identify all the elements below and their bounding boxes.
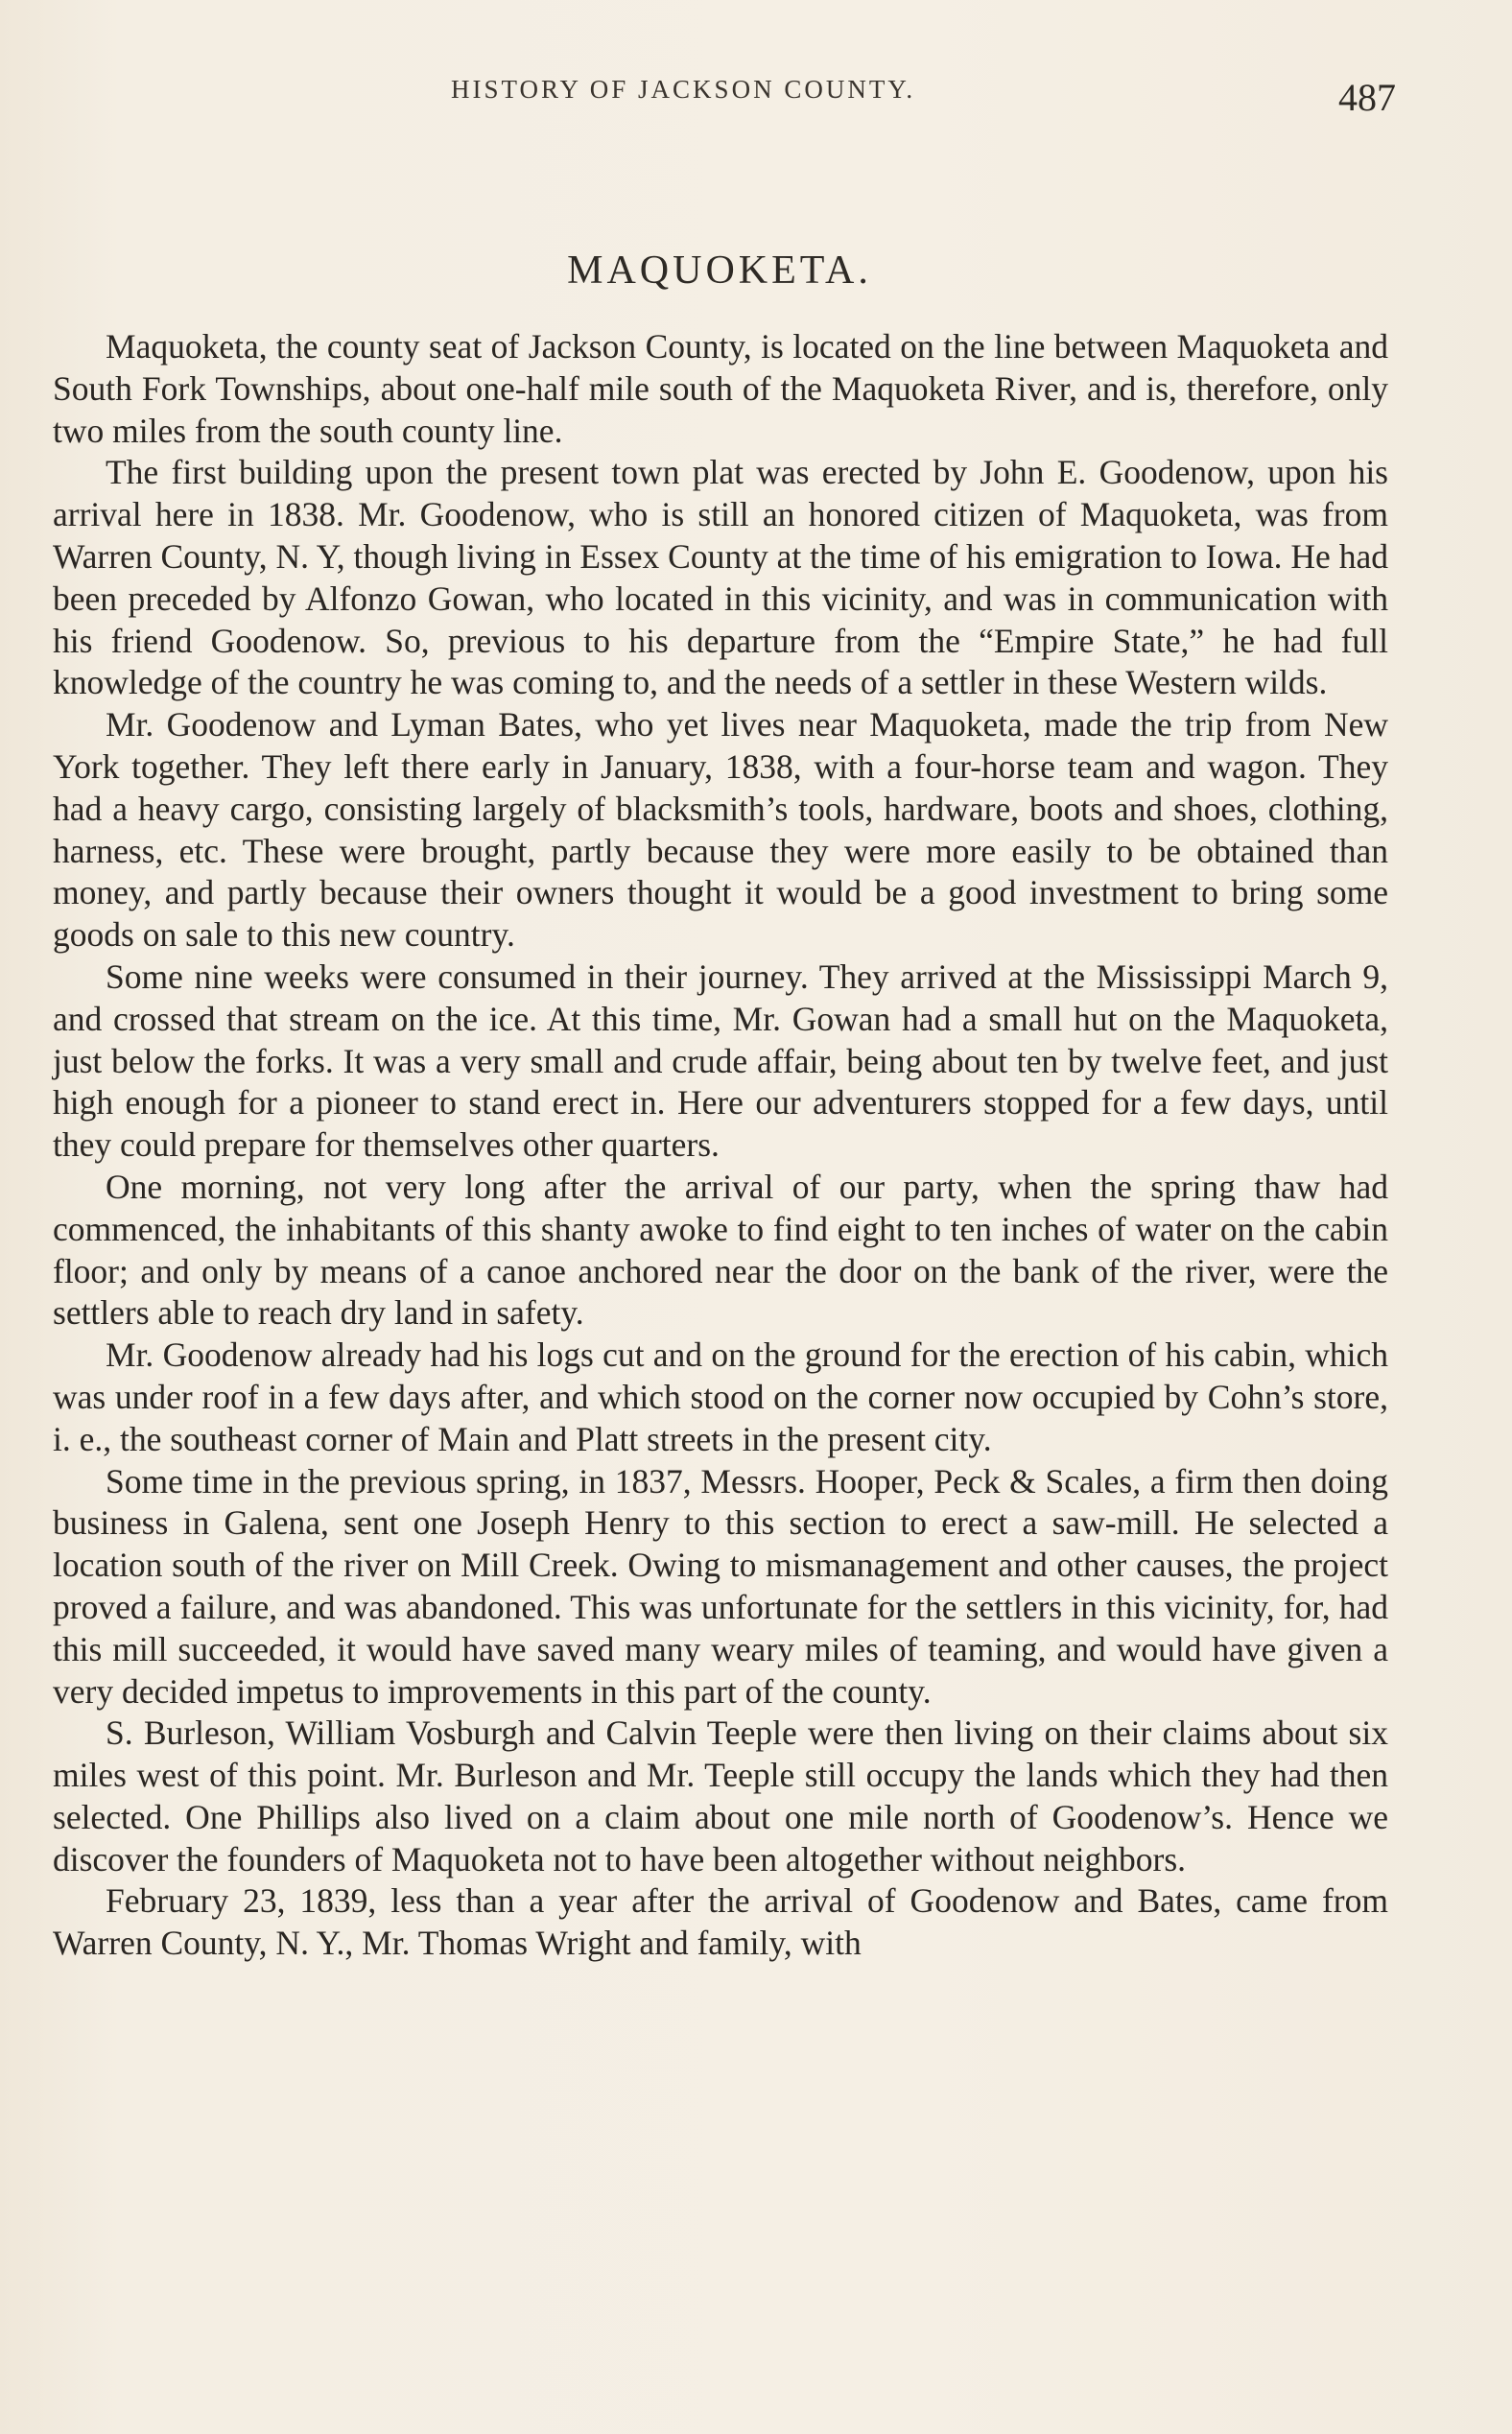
paragraph: Some nine weeks were consumed in their journey. They arrived at the Mississippi March 9, and crossed that stream on the ice. At this time, Mr. Gowan had a small hut on the Maquoketa, just below the forks. It was a very small and crude affair, being about ten by twelve feet, and just high enough for a pioneer to stand erect in. Here our adventurers stopped for a few days, until they could prepare for themselves other quarters. xyxy=(53,957,1388,1165)
paragraph: Mr. Goodenow already had his logs cut and on the ground for the erection of his cabin, which was under roof in a few days after, and which stood on the corner now occupied by Cohn’s store, i. e., the southeast corner of Main and Platt streets in the present city. xyxy=(53,1335,1388,1458)
paragraph: Maquoketa, the county seat of Jackson County, is located on the line between Maquoketa and South Fork Townships, about one-half mile south of the Maquoketa River, and is, therefore, only two miles from the south county line. xyxy=(53,327,1388,450)
page-number: 487 xyxy=(1338,76,1396,119)
paragraph: The first building upon the present town plat was erected by John E. Goodenow, upon his arrival here in 1838. Mr. Goodenow, who is still an honored citizen of Maquoketa, was from Warren County, N. Y, though living in Essex County at the time of his emigration to Iowa. He had been preceded by Alfonzo Gowan, who located in this vicinity, and was in communication with his friend Goodenow. So, previous to his departure from the “Empire State,” he had full knowledge of the country he was coming to, and the needs of a settler in these Western wilds. xyxy=(53,453,1388,702)
body-text xyxy=(53,326,1388,1965)
paragraph: S. Burleson, William Vosburgh and Calvin Teeple were then living on their claims about six miles west of this point. Mr. Burleson and Mr. Teeple still occupy the lands which they had then selected. One Phillips also lived on a claim about one mile north of Goodenow’s. Hence we discover the founders of Maquoketa not to have been altogether without neighbors. xyxy=(53,1713,1388,1879)
paragraph: One morning, not very long after the arrival of our party, when the spring thaw had commenced, the inhabitants of this shanty awoke to find eight to ten inches of water on the cabin floor; and only by means of a canoe anchored near the door on the bank of the river, were the settlers able to reach dry land in safety. xyxy=(53,1167,1388,1333)
paragraph: Mr. Goodenow and Lyman Bates, who yet lives near Maquoketa, made the trip from New York together. They left there early in January, 1838, with a four-horse team and wagon. They had a heavy cargo, consisting largely of blacksmith’s tools, hardware, boots and shoes, clothing, harness, etc. These were brought, partly because they were more easily to be obtained than money, and partly because their owners thought it would be a good investment to bring some goods on sale to this new country. xyxy=(53,705,1388,955)
section-title: MAQUOKETA. xyxy=(567,248,872,293)
paragraph: Some time in the previous spring, in 1837, Messrs. Hooper, Peck & Scales, a firm then doing business in Galena, sent one Joseph Henry to this section to erect a saw-mill. He selected a location south of the river on Mill Creek. Owing to mismanagement and other causes, the project proved a failure, and was abandoned. This was unfortunate for the settlers in this vicinity, for, had this mill succeeded, it would have saved many weary miles of teaming, and would have given a very decided impetus to improvements in this part of the county. xyxy=(53,1461,1388,1711)
paragraph: February 23, 1839, less than a year after the arrival of Goodenow and Bates, came from Warren County, N. Y., Mr. Thomas Wright and family, with xyxy=(53,1881,1388,1963)
running-head: HISTORY OF JACKSON COUNTY. xyxy=(451,75,916,104)
